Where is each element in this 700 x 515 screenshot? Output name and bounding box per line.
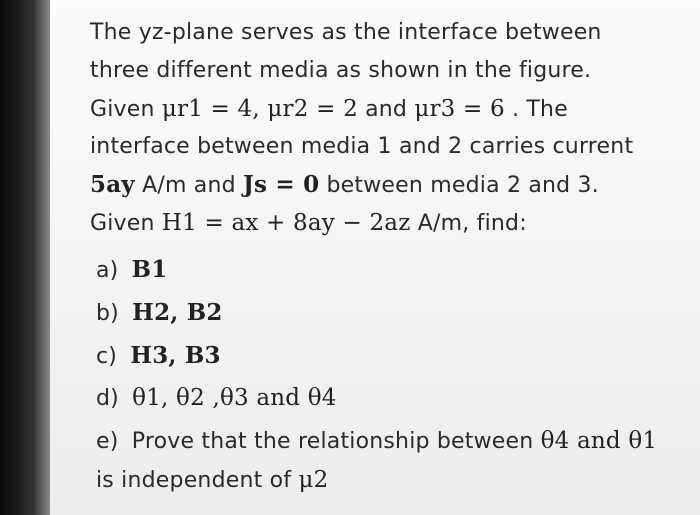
permeability-value-3: μr3 = 6 xyxy=(414,96,505,122)
question-part-b xyxy=(90,291,670,334)
surface-current-expression: 5ay xyxy=(90,171,135,198)
zero-current-expression: Js = 0 xyxy=(242,171,320,198)
part-math: θ1, θ2 ,θ3 and θ4 xyxy=(132,385,337,411)
question-part-c xyxy=(90,334,670,377)
part-label: c) xyxy=(96,344,118,369)
statement-text: A/m and xyxy=(142,173,236,198)
statement-text: three different media as shown in the figure. xyxy=(90,58,592,83)
statement-line-1 xyxy=(90,14,670,52)
statement-text: interface between media 1 and 2 carries current xyxy=(90,134,634,159)
part-label: d) xyxy=(96,386,119,411)
statement-text: Given xyxy=(90,97,155,122)
question-part-a xyxy=(90,248,670,291)
part-label: b) xyxy=(96,301,119,326)
statement-line-6 xyxy=(90,204,670,242)
question-parts xyxy=(90,248,670,497)
part-math: B1 xyxy=(131,256,168,283)
statement-line-5 xyxy=(90,166,670,204)
permeability-values-1-2: μr1 = 4, μr2 = 2 xyxy=(161,96,358,122)
part-label: e) xyxy=(96,429,119,454)
statement-text: A/m, find: xyxy=(417,211,527,236)
question-part-d xyxy=(90,377,670,420)
part-label: a) xyxy=(96,258,119,283)
part-text: is independent of xyxy=(96,468,292,493)
statement-text: and xyxy=(365,97,408,122)
question-part-e-continuation xyxy=(90,463,670,497)
statement-text: between media 2 and 3. xyxy=(326,173,599,198)
question-part-e xyxy=(90,420,670,463)
statement-text: . The xyxy=(512,97,568,122)
statement-line-2 xyxy=(90,52,670,90)
field-h1-expression: H1 = ax + 8ay − 2az xyxy=(161,210,411,236)
part-math: μ2 xyxy=(298,467,329,493)
statement-text: Given xyxy=(90,211,155,236)
statement-line-4 xyxy=(90,128,670,166)
dark-left-edge xyxy=(0,0,50,515)
statement-line-3 xyxy=(90,90,670,128)
part-math: H2, B2 xyxy=(132,299,223,326)
part-math: θ4 and θ1 xyxy=(540,428,658,454)
problem-text xyxy=(90,14,670,497)
part-math: H3, B3 xyxy=(130,342,221,369)
part-text: Prove that the relationship between xyxy=(131,429,534,454)
statement-text: The yz-plane serves as the interface between xyxy=(90,20,602,45)
